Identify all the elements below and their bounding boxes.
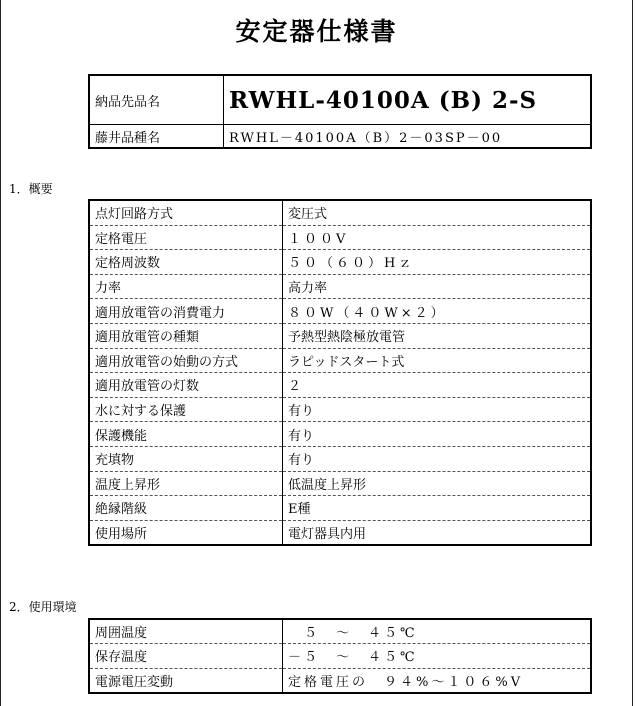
environment-spec-table [88, 618, 592, 694]
table-row [89, 619, 591, 644]
spec-value: １００V [283, 225, 592, 250]
delivery-product-name-value: RWHL-40100A (B) 2-S [224, 75, 592, 125]
table-row [89, 348, 591, 373]
table-row [89, 397, 591, 422]
spec-label: 適用放電管の種類 [89, 323, 283, 348]
overview-spec-table [88, 199, 592, 546]
table-row [89, 125, 591, 149]
table-row [89, 225, 591, 250]
table-row [89, 471, 591, 496]
overview-heading: 1．概要 [9, 182, 53, 196]
spec-label: 周囲温度 [89, 619, 283, 644]
spec-value: E種 [283, 496, 592, 521]
spec-value: ５ ～ ４５℃ [283, 619, 592, 644]
table-row [89, 274, 591, 299]
spec-label: 水に対する保護 [89, 397, 283, 422]
table-row [89, 668, 591, 693]
spec-value: 有り [283, 397, 592, 422]
table-row [89, 250, 591, 275]
table-row [89, 299, 591, 324]
spec-label: 定格電圧 [89, 225, 283, 250]
table-row [89, 373, 591, 398]
spec-label: 温度上昇形 [89, 471, 283, 496]
spec-label: 保護機能 [89, 422, 283, 447]
table-row [89, 496, 591, 521]
spec-value: 電灯器具内用 [283, 520, 592, 545]
table-row [89, 323, 591, 348]
table-row [89, 75, 591, 125]
spec-value: 低温度上昇形 [283, 471, 592, 496]
delivery-product-name-label: 納品先品名 [89, 75, 224, 125]
table-row [89, 520, 591, 545]
fujii-product-type-label: 藤井品種名 [89, 125, 224, 149]
spec-value: －５ ～ ４５℃ [283, 644, 592, 668]
spec-value: ２ [283, 373, 592, 398]
spec-label: 充填物 [89, 446, 283, 471]
spec-value: ５０（６０）Hｚ [283, 250, 592, 275]
spec-label: 電源電圧変動 [89, 668, 283, 693]
spec-label: 使用場所 [89, 520, 283, 545]
table-row [89, 644, 591, 668]
spec-label: 点灯回路方式 [89, 200, 283, 225]
spec-value: ８０W（４０W×２） [283, 299, 592, 324]
spec-value: 定格電圧の ９４%～１０６%V [283, 668, 592, 693]
fujii-product-type-value: RWHL－40100A（B）2－03SP－00 [224, 125, 592, 149]
spec-label: 適用放電管の始動の方式 [89, 348, 283, 373]
environment-heading: 2．使用環境 [9, 600, 77, 614]
spec-value: 予熱型熱陰極放電管 [283, 323, 592, 348]
spec-label: 保存温度 [89, 644, 283, 668]
table-row [89, 200, 591, 225]
table-row [89, 446, 591, 471]
spec-value: 有り [283, 422, 592, 447]
table-row [89, 422, 591, 447]
spec-label: 力率 [89, 274, 283, 299]
spec-label: 絶縁階級 [89, 496, 283, 521]
spec-value: 変圧式 [283, 200, 592, 225]
product-name-table [88, 74, 592, 149]
spec-value: 有り [283, 446, 592, 471]
spec-value: ラピッドスタート式 [283, 348, 592, 373]
spec-label: 定格周波数 [89, 250, 283, 275]
spec-label: 適用放電管の灯数 [89, 373, 283, 398]
document-title: 安定器仕様書 [235, 17, 398, 46]
spec-value: 高力率 [283, 274, 592, 299]
spec-label: 適用放電管の消費電力 [89, 299, 283, 324]
